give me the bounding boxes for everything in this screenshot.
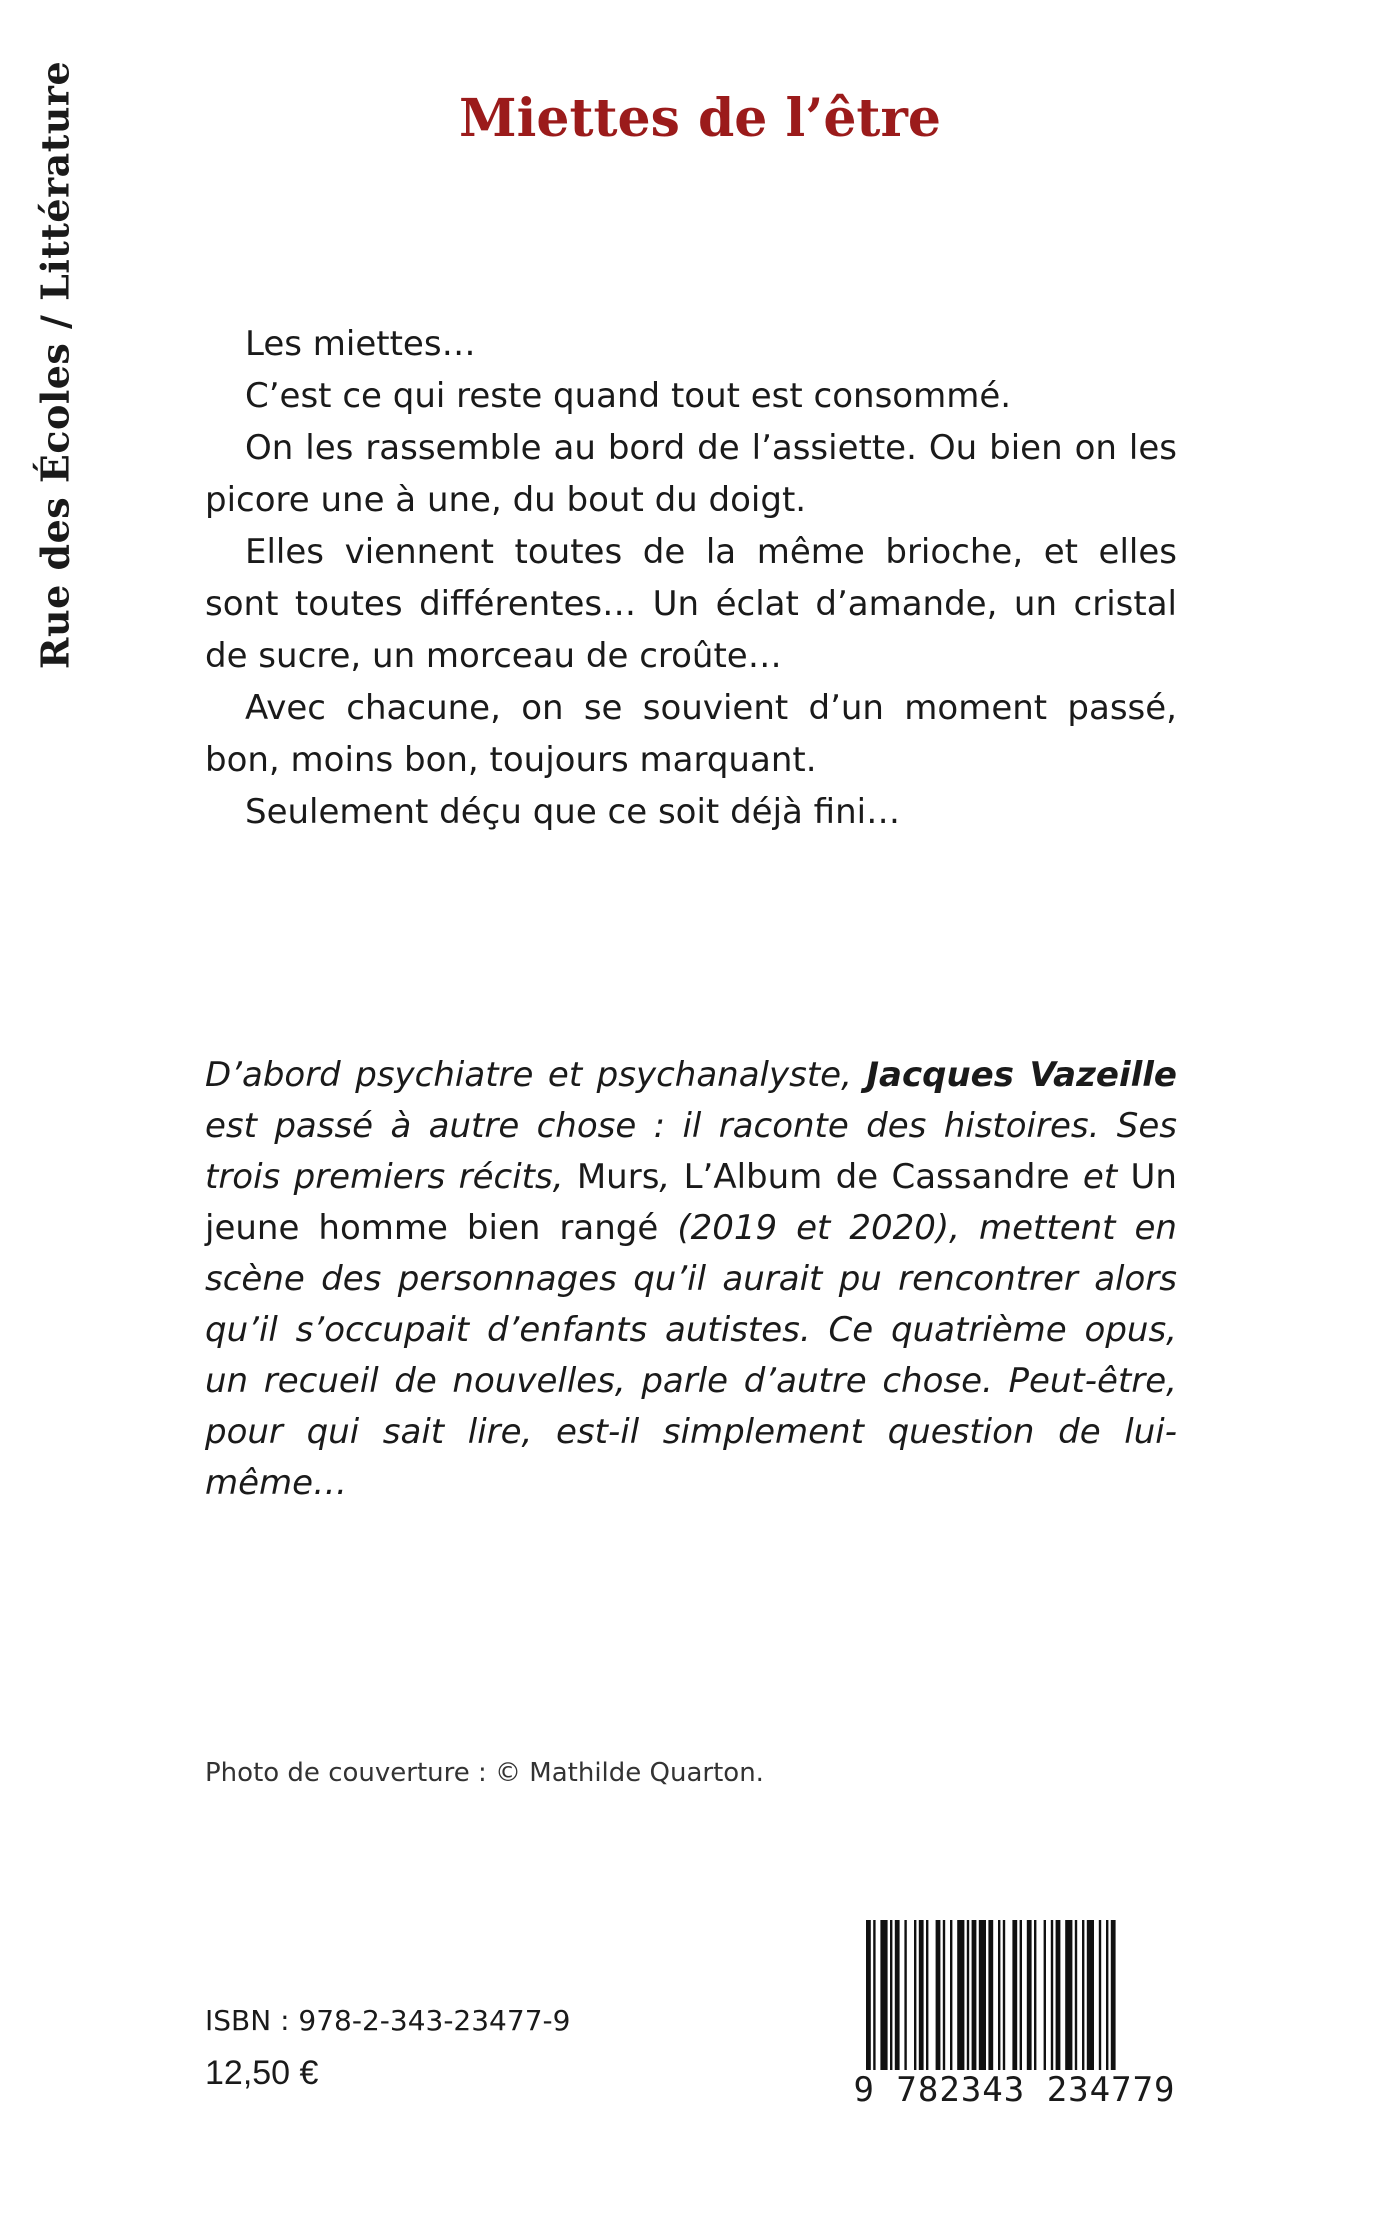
bio-text: est passé à autre chose : il raconte des histoires. Ses trois premiers récits, (205, 1106, 1177, 1197)
book-title-jeune-homme: Un jeune homme bien rangé (205, 1157, 1177, 1248)
bio-text: (2019 et 2020), mettent en scène des personnages qu’il aurait pu rencontrer alors qu’il s’occupait d’enfants autistes. Ce quatrième opus, un recueil de nouvelles, parle d’autre chose. Peut-être, pour qui sait lire, est-il simplement question de lui-même… (205, 1208, 1177, 1503)
bio-separator: et (1069, 1157, 1131, 1197)
blurb-paragraph: C’est ce qui reste quand tout est consommé. (245, 376, 1012, 416)
blurb-paragraph: Avec chacune, on se souvient d’un moment passé, bon, moins bon, toujours marquant. (205, 688, 1177, 780)
price: 12,50 € (205, 2054, 319, 2092)
isbn: ISBN : 978-2-343-23477-9 (205, 2004, 571, 2037)
blurb-paragraph: Elles viennent toutes de la même brioche, et elles sont toutes différentes… Un éclat d’amande, un cristal de sucre, un morceau de croûte… (205, 532, 1177, 676)
author-name: Jacques Vazeille (866, 1055, 1177, 1095)
author-bio (205, 1050, 1177, 1509)
blurb-paragraph: Les miettes… (245, 324, 476, 364)
blurb-paragraph: Seulement déçu que ce soit déjà fini… (245, 792, 901, 832)
book-title-cassandre: L’Album de Cassandre (683, 1157, 1070, 1197)
book-title-murs: Murs (576, 1157, 660, 1197)
barcode-digits: 9 782343 234779 (853, 2070, 1176, 2110)
spine-text: Rue des Écoles / Littérature (32, 60, 78, 670)
back-cover-blurb (205, 318, 1177, 838)
barcode (852, 1920, 1177, 2110)
spine-label (20, 60, 90, 670)
photo-credit: Photo de couverture : © Mathilde Quarton. (205, 1758, 764, 1788)
book-title: Miettes de l’être (459, 88, 941, 149)
bio-separator: , (659, 1157, 684, 1197)
bio-intro: D’abord psychiatre et psychanalyste, (205, 1055, 867, 1095)
blurb-paragraph: On les rassemble au bord de l’assiette. Ou bien on les picore une à une, du bout du doigt. (205, 428, 1177, 520)
